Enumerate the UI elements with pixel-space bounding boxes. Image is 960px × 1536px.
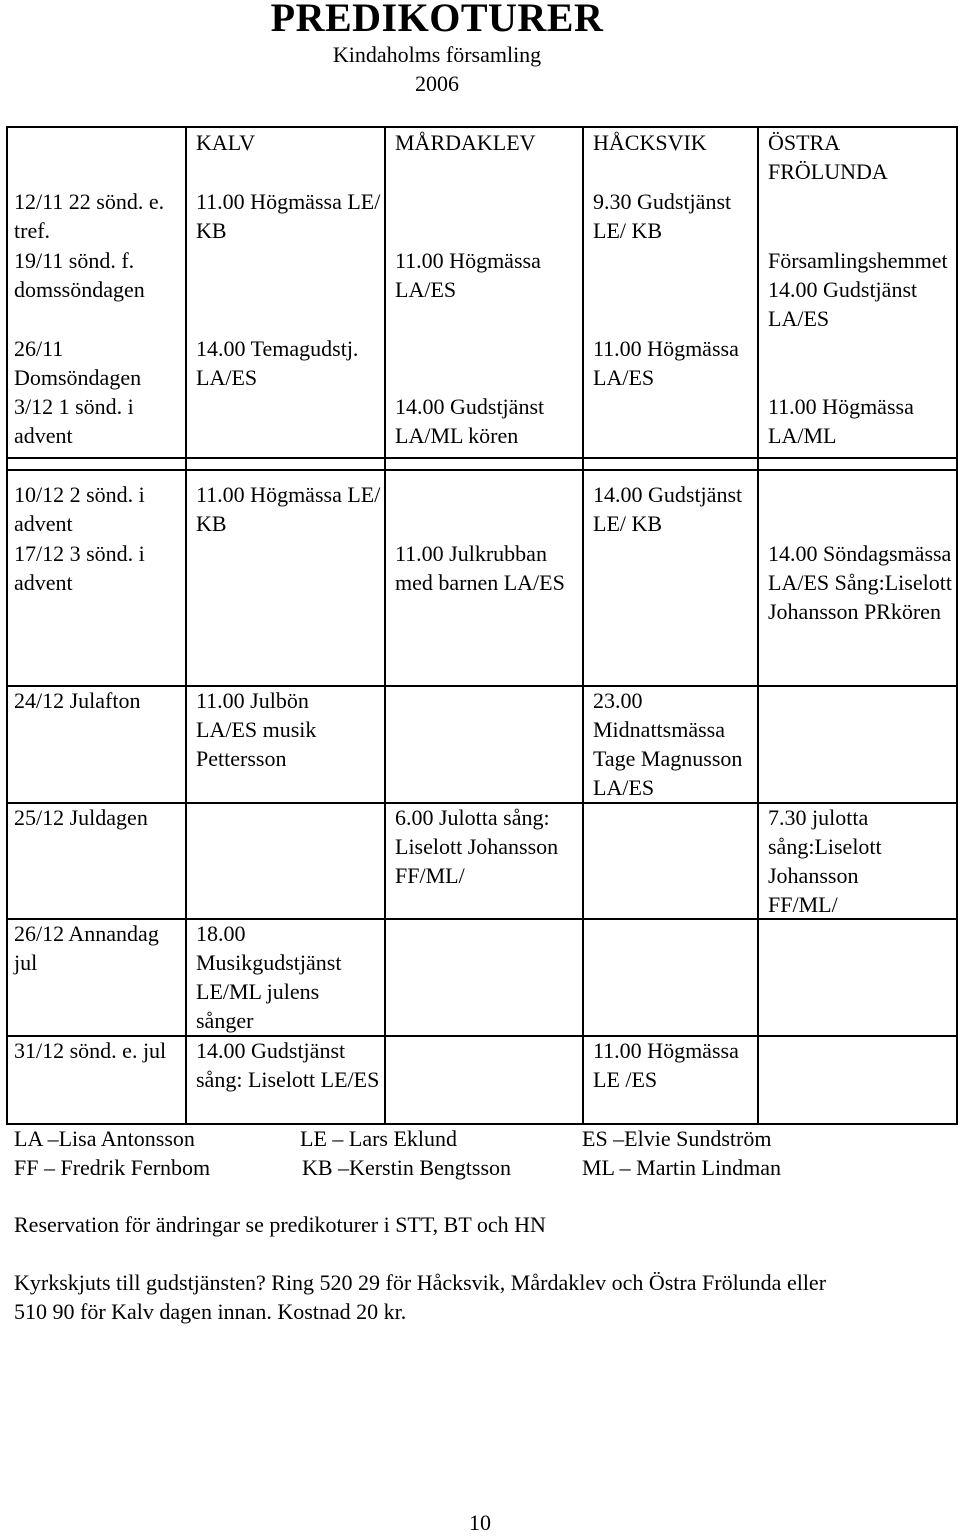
reservation-note: Reservation för ändringar se predikoturer i STT, BT och HN (14, 1212, 546, 1237)
legend-ml: ML – Martin Lindman (582, 1155, 781, 1180)
date-cell: 26/12 Annandag jul (14, 921, 159, 975)
service-cell-kalv: 18.00 Musikgudstjänst LE/ML julens sånger (196, 921, 342, 1033)
grid-v-hacksvik (582, 126, 584, 1123)
grid-v-ostra (757, 126, 759, 1123)
service-cell-mardaklev: 11.00 Högmässa LA/ES (395, 248, 541, 302)
service-cell-hacksvik: 23.00 Midnattsmässa Tage Magnusson LA/ES (593, 688, 743, 800)
grid-sep-section1 (6, 457, 958, 459)
service-cell-hacksvik: 9.30 Gudstjänst LE/ KB (593, 189, 732, 243)
service-cell-hacksvik: 11.00 Högmässa LE /ES (593, 1038, 739, 1092)
grid-right (956, 126, 958, 1123)
service-cell-mardaklev: 11.00 Julkrubban med barnen LA/ES (395, 541, 565, 595)
date-cell: 3/12 1 sönd. i advent (14, 394, 134, 448)
legend-le: LE – Lars Eklund (300, 1126, 458, 1151)
date-cell: 25/12 Juldagen (14, 805, 148, 830)
transport-note-line1: Kyrkskjuts till gudstjänsten? Ring 520 29 för Håcksvik, Mårdaklev och Östra Frölunda eller (14, 1270, 827, 1295)
date-cell: 10/12 2 sönd. i advent (14, 482, 145, 536)
page-number: 10 (469, 1510, 491, 1535)
service-cell-kalv: 11.00 Högmässa LE/ KB (196, 189, 381, 243)
service-cell-kalv: 11.00 Julbön LA/ES musik Pettersson (196, 688, 317, 771)
date-cell: 17/12 3 sönd. i advent (14, 541, 145, 595)
grid-v-mardaklev (384, 126, 386, 1123)
column-header-ostra-frolunda: ÖSTRA FRÖLUNDA (768, 130, 888, 184)
legend-la: LA –Lisa Antonsson (14, 1126, 195, 1151)
service-cell-hacksvik: 14.00 Gudstjänst LE/ KB (593, 482, 743, 536)
year: 2006 (415, 71, 459, 96)
column-header-kalv: KALV (196, 130, 256, 155)
service-cell-kalv: 11.00 Högmässa LE/ KB (196, 482, 381, 536)
service-cell-ostra-frolunda: Församlingshemmet 14.00 Gudstjänst LA/ES (768, 248, 948, 331)
grid-left (6, 126, 8, 1123)
legend-ff: FF – Fredrik Fernbom (14, 1155, 211, 1180)
service-cell-hacksvik: 11.00 Högmässa LA/ES (593, 336, 739, 390)
date-cell: 19/11 sönd. f. domssöndagen (14, 248, 145, 302)
grid-h-1 (6, 685, 958, 687)
transport-note-line2: 510 90 för Kalv dagen innan. Kostnad 20 kr. (14, 1299, 407, 1324)
service-cell-kalv: 14.00 Gudstjänst sång: Liselott LE/ES (196, 1038, 380, 1092)
grid-v-kalv (185, 126, 187, 1123)
date-cell: 12/11 22 sönd. e. tref. (14, 189, 165, 243)
service-cell-ostra-frolunda: 11.00 Högmässa LA/ML (768, 394, 914, 448)
page-title: PREDIKOTURER (270, 0, 604, 40)
parish-name: Kindaholms församling (332, 42, 542, 67)
legend-es: ES –Elvie Sundström (582, 1126, 772, 1151)
service-cell-kalv: 14.00 Temagudstj. LA/ES (196, 336, 359, 390)
service-cell-mardaklev: 6.00 Julotta sång: Liselott Johansson FF/ML/ (395, 805, 559, 888)
column-header-mardaklev: MÅRDAKLEV (395, 130, 536, 155)
service-cell-mardaklev: 14.00 Gudstjänst LA/ML kören (395, 394, 545, 448)
date-cell: 26/11 Domsöndagen (14, 336, 142, 390)
service-cell-ostra-frolunda: 14.00 Söndagsmässa LA/ES Sång:Liselott Johansson PRkören (768, 541, 952, 624)
legend-kb: KB –Kerstin Bengtsson (302, 1155, 511, 1180)
column-header-hacksvik: HÅCKSVIK (593, 130, 707, 155)
grid-sep-section2 (6, 469, 958, 471)
service-cell-ostra-frolunda: 7.30 julotta sång:Liselott Johansson FF/ML/ (768, 805, 882, 917)
date-cell: 24/12 Julafton (14, 688, 141, 713)
date-cell: 31/12 sönd. e. jul (14, 1038, 167, 1063)
